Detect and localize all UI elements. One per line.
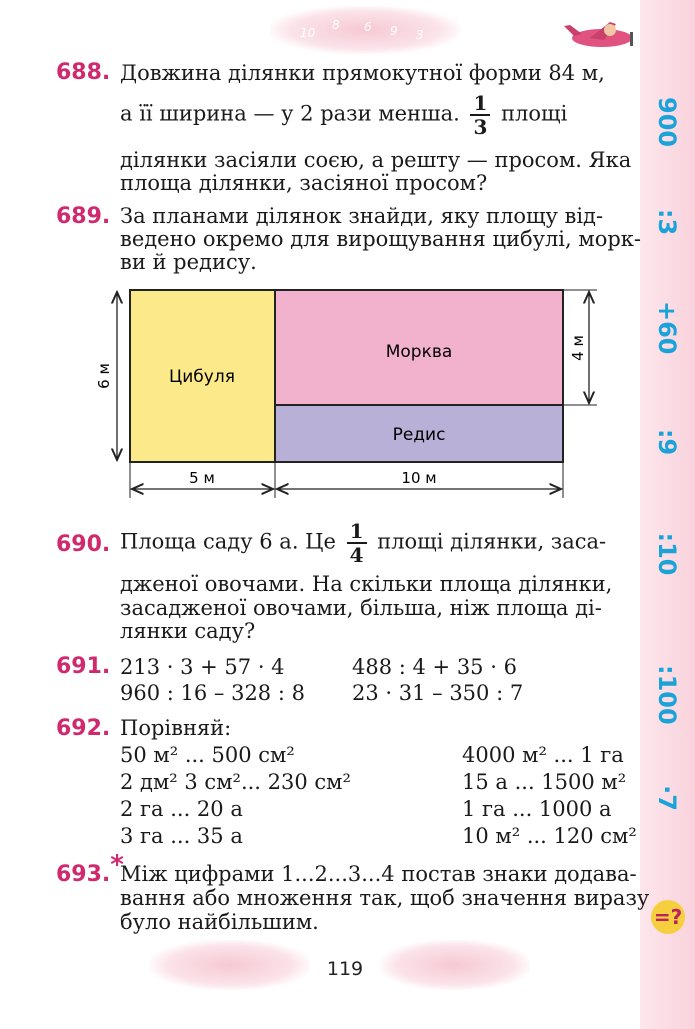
comparison-left: 2 га ... 20 а [120,797,243,821]
exercise-text: засадженої овочами, більша, ніж площа ді- [120,596,602,620]
exercise-number-text: 693. [56,862,111,887]
text-part: площі ділянки, заса- [377,529,607,554]
comparison-right: 1 га ... 1000 а [462,797,612,821]
height-label: 6 м [95,363,113,389]
cloud-number: 9 [390,24,398,38]
airplane-icon [560,8,640,60]
cloud-number: 3 [416,28,424,42]
exercise-number: 688. [56,60,111,85]
exercise-number: 691. [56,654,111,679]
radish-label: Редис [392,425,446,445]
comparison-right: 4000 м² ... 1 га [462,743,624,767]
onion-width-label: 5 м [189,469,215,487]
comparison-right: 10 м² ... 120 см² [462,824,637,848]
exercise-title: Порівняй: [120,716,232,740]
text-part: Площа саду 6 а. Це [120,529,336,554]
exercise-text: ведено окремо для вирощування цибулі, морк- [120,227,642,251]
carrot-label: Морква [385,342,453,362]
exercise-number [56,850,124,892]
expression: 960 : 16 – 328 : 8 [120,681,305,705]
comparison-left: 3 га ... 35 а [120,824,243,848]
header-cloud [270,6,460,54]
exercise-text: ділянки засіяли соєю, а решту — просом. Яка [120,148,632,172]
exercise-number: 692. [56,716,111,741]
exercise-number: 690. [56,532,111,557]
cloud-number: 10 [300,26,316,40]
exercise-text [120,92,567,138]
strip-label: 900 [653,97,681,148]
exercise-text: лянки саду? [120,619,256,643]
footer-cloud [150,940,310,990]
fraction-denominator: 4 [349,543,364,567]
exercise-text: площа ділянки, засіяної просом? [120,171,488,195]
cloud-number: 6 [364,20,372,34]
fraction [347,520,367,566]
text-part: площі [501,101,568,126]
comparison-right: 15 а ... 1500 м² [462,770,627,794]
fraction [470,92,490,138]
carrot-height-label: 4 м [569,335,587,361]
exercise-text: Між цифрами 1...2...3...4 постав знаки додава- [120,862,637,886]
strip-label: +60 [653,301,681,355]
plot-diagram [95,280,615,505]
page-number: 119 [326,958,364,980]
fraction-denominator: 3 [473,115,488,139]
strip-label: ·7 [653,785,681,811]
strip-label: :100 [653,665,681,725]
fraction-numerator: 1 [347,520,367,544]
comparison-left: 2 дм² 3 см²... 230 см² [120,770,351,794]
exercise-text: вання або множення так, щоб значення виразу [120,886,650,910]
expression: 213 · 3 + 57 · 4 [120,655,285,679]
comparison-left: 50 м² ... 500 см² [120,743,295,767]
exercise-number: 689. [56,204,111,229]
cloud-number: 8 [332,18,340,32]
side-strip [640,0,695,1029]
right-width-label: 10 м [401,469,437,487]
star-mark: * [110,850,124,880]
exercise-text: було найбільшим. [120,910,319,934]
text-part: а її ширина — у 2 рази менша. [120,101,460,126]
exercise-text: дженої овочами. На скільки площа ділянки, [120,572,613,596]
fraction-numerator: 1 [470,92,490,116]
strip-label: :3 [653,208,681,236]
exercise-text: ви й редису. [120,250,257,274]
exercise-text [120,520,606,566]
expression: 23 · 31 – 350 : 7 [352,681,524,705]
footer-cloud [380,940,530,990]
exercise-text: Довжина ділянки прямокутної форми 84 м, [120,61,605,85]
onion-label: Цибуля [169,367,235,387]
strip-end-badge: =? [651,900,685,934]
exercise-text: За планами ділянок знайди, яку площу від- [120,204,604,228]
strip-label: :9 [653,428,681,456]
strip-label: :10 [653,532,681,576]
expression: 488 : 4 + 35 · 6 [352,655,517,679]
